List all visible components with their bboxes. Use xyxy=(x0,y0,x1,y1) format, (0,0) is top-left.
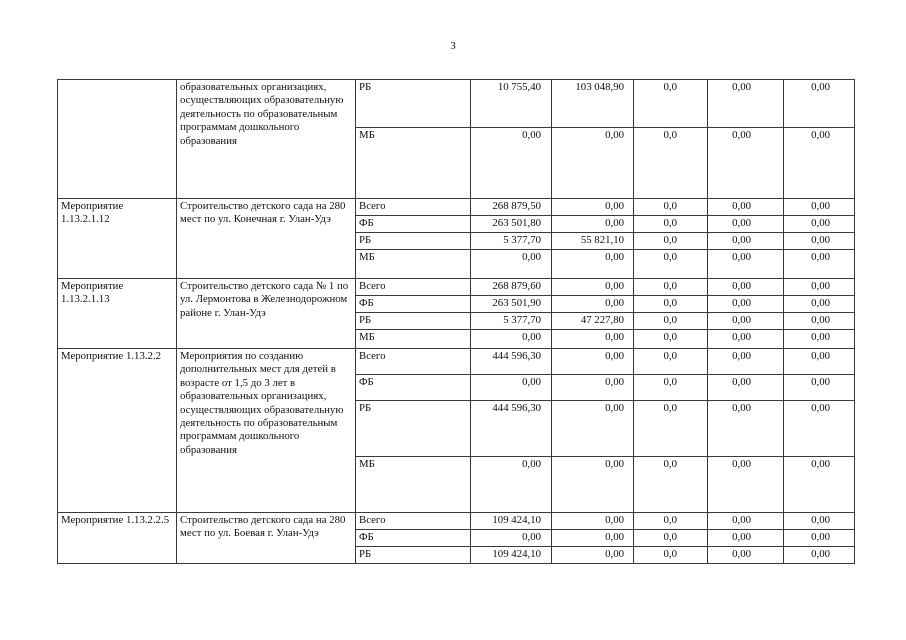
funding-source: РБ xyxy=(356,401,471,457)
amount-cell: 268 879,60 xyxy=(471,279,552,296)
amount-cell: 0,00 xyxy=(708,530,784,547)
amount-cell: 0,00 xyxy=(708,216,784,233)
funding-source: РБ xyxy=(356,80,471,128)
amount-cell: 0,0 xyxy=(634,199,708,216)
amount-cell: 0,00 xyxy=(552,375,634,401)
amount-cell: 0,0 xyxy=(634,375,708,401)
amount-cell: 5 377,70 xyxy=(471,233,552,250)
amount-cell: 0,00 xyxy=(784,547,855,564)
amount-cell: 0,0 xyxy=(634,216,708,233)
amount-cell: 0,0 xyxy=(634,401,708,457)
amount-cell: 0,0 xyxy=(634,330,708,349)
funding-source: ФБ xyxy=(356,216,471,233)
amount-cell: 55 821,10 xyxy=(552,233,634,250)
amount-cell: 0,0 xyxy=(634,513,708,530)
amount-cell: 0,00 xyxy=(708,313,784,330)
amount-cell: 0,00 xyxy=(552,296,634,313)
amount-cell: 0,00 xyxy=(552,279,634,296)
event-name: Мероприятия по созданию дополнительных мест для детей в возрасте от 1,5 до 3 лет в образовательных организациях, осуществляющих образовательную деятельность по образовательным программам дошкольного образования xyxy=(177,349,356,513)
amount-cell: 0,00 xyxy=(708,547,784,564)
amount-cell: 0,00 xyxy=(552,401,634,457)
amount-cell: 0,0 xyxy=(634,547,708,564)
amount-cell: 0,0 xyxy=(634,530,708,547)
amount-cell: 0,00 xyxy=(471,530,552,547)
funding-source: Всего xyxy=(356,349,471,375)
amount-cell: 0,0 xyxy=(634,457,708,513)
event-code: Мероприятие 1.13.2.2 xyxy=(58,349,177,513)
amount-cell: 0,0 xyxy=(634,80,708,128)
funding-source: МБ xyxy=(356,250,471,279)
funding-source: РБ xyxy=(356,547,471,564)
amount-cell: 0,00 xyxy=(708,233,784,250)
table-row xyxy=(58,80,855,128)
amount-cell: 0,00 xyxy=(552,216,634,233)
funding-source: Всего xyxy=(356,199,471,216)
amount-cell: 263 501,80 xyxy=(471,216,552,233)
amount-cell: 0,00 xyxy=(708,457,784,513)
amount-cell: 0,0 xyxy=(634,250,708,279)
event-code: Мероприятие 1.13.2.1.12 xyxy=(58,199,177,279)
event-name: Строительство детского сада на 280 мест по ул. Конечная г. Улан-Удэ xyxy=(177,199,356,279)
amount-cell: 0,00 xyxy=(784,330,855,349)
funding-source: ФБ xyxy=(356,296,471,313)
budget-table xyxy=(57,79,855,564)
amount-cell: 0,0 xyxy=(634,233,708,250)
amount-cell: 0,00 xyxy=(552,330,634,349)
funding-source: РБ xyxy=(356,313,471,330)
table-row xyxy=(58,513,855,530)
amount-cell: 0,00 xyxy=(708,279,784,296)
amount-cell: 0,0 xyxy=(634,296,708,313)
funding-source: РБ xyxy=(356,233,471,250)
amount-cell: 47 227,80 xyxy=(552,313,634,330)
amount-cell: 0,0 xyxy=(634,279,708,296)
amount-cell: 0,00 xyxy=(552,128,634,199)
funding-source: ФБ xyxy=(356,530,471,547)
amount-cell: 0,00 xyxy=(784,401,855,457)
amount-cell: 0,00 xyxy=(708,349,784,375)
amount-cell: 0,00 xyxy=(784,530,855,547)
page-number: 3 xyxy=(450,40,456,52)
table-row xyxy=(58,279,855,296)
funding-source: МБ xyxy=(356,128,471,199)
amount-cell: 0,00 xyxy=(784,349,855,375)
amount-cell: 263 501,90 xyxy=(471,296,552,313)
event-code: Мероприятие 1.13.2.1.13 xyxy=(58,279,177,349)
event-name: Строительство детского сада на 280 мест по ул. Боевая г. Улан-Удэ xyxy=(177,513,356,564)
amount-cell: 0,00 xyxy=(471,457,552,513)
amount-cell: 109 424,10 xyxy=(471,513,552,530)
amount-cell: 0,00 xyxy=(552,457,634,513)
amount-cell: 0,00 xyxy=(784,279,855,296)
funding-source: МБ xyxy=(356,457,471,513)
amount-cell: 444 596,30 xyxy=(471,349,552,375)
amount-cell: 0,0 xyxy=(634,349,708,375)
amount-cell: 0,0 xyxy=(634,128,708,199)
amount-cell: 0,00 xyxy=(552,513,634,530)
amount-cell: 0,00 xyxy=(552,547,634,564)
amount-cell: 0,00 xyxy=(784,216,855,233)
funding-source: ФБ xyxy=(356,375,471,401)
amount-cell: 0,00 xyxy=(708,128,784,199)
amount-cell: 0,00 xyxy=(471,250,552,279)
event-name: образовательных организациях, осуществляющих образовательную деятельность по образовательным программам дошкольного образования xyxy=(177,80,356,199)
amount-cell: 0,0 xyxy=(634,313,708,330)
amount-cell: 0,00 xyxy=(708,330,784,349)
event-code: Мероприятие 1.13.2.2.5 xyxy=(58,513,177,564)
table-row xyxy=(58,349,855,375)
funding-source: МБ xyxy=(356,330,471,349)
amount-cell: 5 377,70 xyxy=(471,313,552,330)
amount-cell: 268 879,50 xyxy=(471,199,552,216)
amount-cell: 0,00 xyxy=(784,233,855,250)
amount-cell: 0,00 xyxy=(784,128,855,199)
amount-cell: 10 755,40 xyxy=(471,80,552,128)
table-body xyxy=(58,80,855,564)
amount-cell: 0,00 xyxy=(471,128,552,199)
amount-cell: 0,00 xyxy=(708,250,784,279)
amount-cell: 0,00 xyxy=(708,80,784,128)
amount-cell: 0,00 xyxy=(552,250,634,279)
amount-cell: 0,00 xyxy=(784,250,855,279)
amount-cell: 444 596,30 xyxy=(471,401,552,457)
amount-cell: 0,00 xyxy=(552,349,634,375)
amount-cell: 0,00 xyxy=(784,513,855,530)
funding-source: Всего xyxy=(356,279,471,296)
amount-cell: 0,00 xyxy=(708,375,784,401)
event-name: Строительство детского сада № 1 по ул. Лермонтова в Железнодорожном районе г. Улан-Удэ xyxy=(177,279,356,349)
amount-cell: 0,00 xyxy=(784,80,855,128)
amount-cell: 0,00 xyxy=(708,513,784,530)
amount-cell: 0,00 xyxy=(784,199,855,216)
amount-cell: 0,00 xyxy=(708,199,784,216)
amount-cell: 0,00 xyxy=(471,330,552,349)
amount-cell: 0,00 xyxy=(784,457,855,513)
amount-cell: 0,00 xyxy=(708,296,784,313)
amount-cell: 0,00 xyxy=(784,375,855,401)
amount-cell: 0,00 xyxy=(708,401,784,457)
amount-cell: 0,00 xyxy=(552,530,634,547)
table-row xyxy=(58,199,855,216)
amount-cell: 103 048,90 xyxy=(552,80,634,128)
amount-cell: 0,00 xyxy=(471,375,552,401)
amount-cell: 0,00 xyxy=(552,199,634,216)
amount-cell: 0,00 xyxy=(784,313,855,330)
event-code xyxy=(58,80,177,199)
funding-source: Всего xyxy=(356,513,471,530)
amount-cell: 109 424,10 xyxy=(471,547,552,564)
amount-cell: 0,00 xyxy=(784,296,855,313)
